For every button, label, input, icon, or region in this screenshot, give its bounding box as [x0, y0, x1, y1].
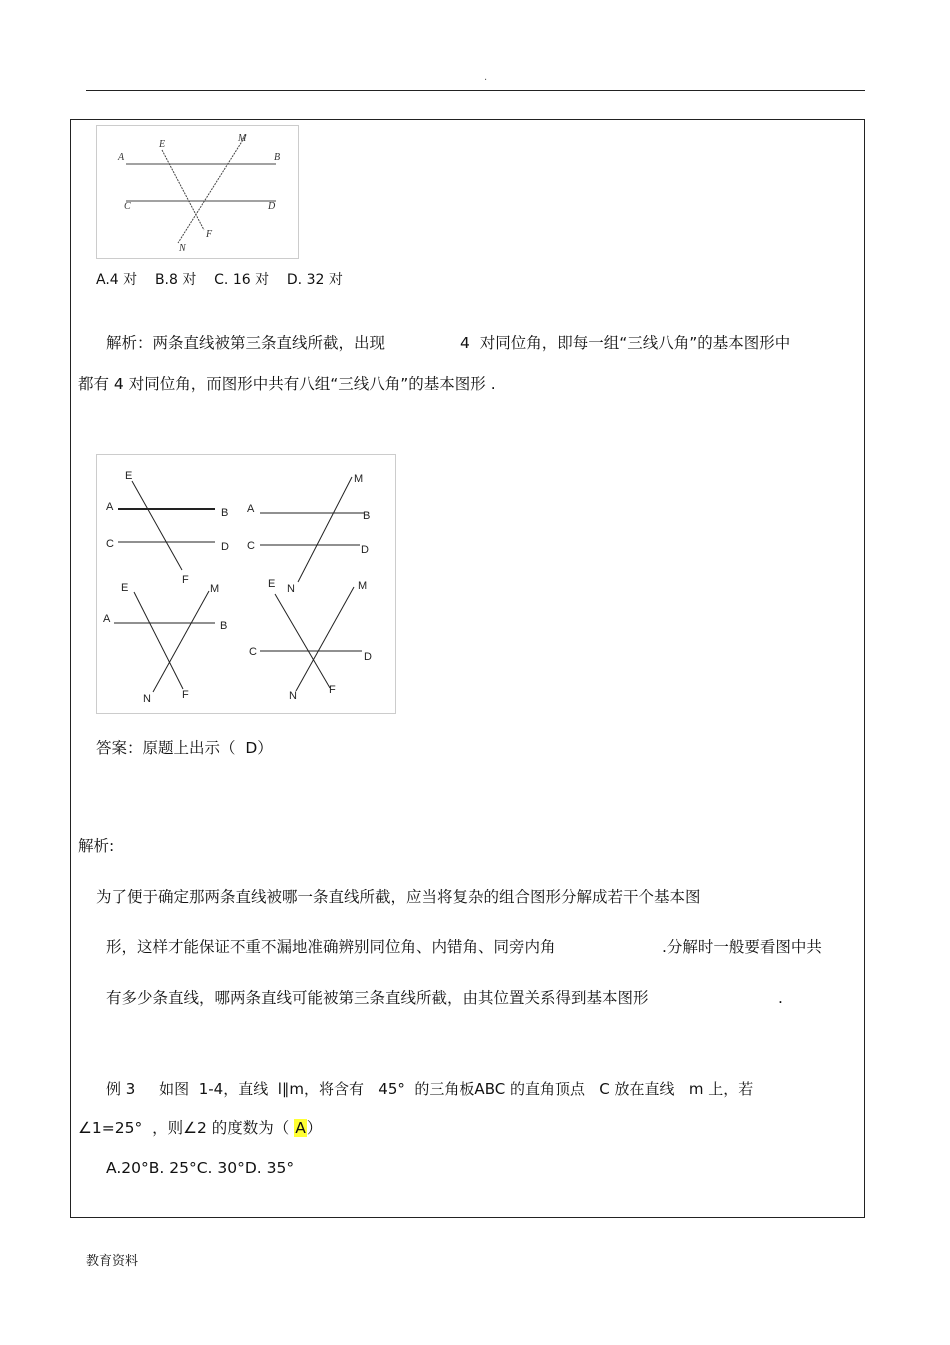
fig2-tl-label-a: A: [106, 501, 114, 513]
example3-line2-post: ）: [306, 1119, 323, 1137]
fig1-label-n: N: [179, 243, 186, 254]
fig2-bl-label-a: A: [103, 613, 111, 625]
fig2-br-label-d: D: [364, 651, 372, 663]
fig2-tl-label-d: D: [221, 541, 229, 553]
fig2-bl-label-f: F: [182, 689, 189, 701]
answer-line: 答案：原题上出示（ D）: [96, 739, 273, 757]
analysis2-line2-b: .分解时一般要看图中共: [662, 938, 822, 956]
analysis2-line3-a: 有多少条直线，哪两条直线可能被第三条直线所截，由其位置关系得到基本图形: [106, 989, 649, 1007]
fig1-label-c: C: [124, 201, 131, 212]
header-rule: [86, 90, 865, 91]
fig2-br-label-n: N: [289, 690, 297, 702]
analysis1-line1-a: 解析：两条直线被第三条直线所截，出现: [106, 334, 386, 352]
fig2-tr-label-c: C: [247, 540, 255, 552]
analysis2-line2-a: 形，这样才能保证不重不漏地准确辨别同位角、内错角、同旁内角: [106, 938, 556, 956]
fig2-br-label-f: F: [329, 684, 336, 696]
fig2-br-label-e: E: [268, 578, 276, 590]
fig2-tr-label-a: A: [247, 503, 255, 515]
example3-line2-pre: ∠1=25° ，则∠2 的度数为（: [78, 1119, 295, 1137]
fig2-tl-label-c: C: [106, 538, 114, 550]
analysis2-line1: 为了便于确定那两条直线被哪一条直线所截，应当将复杂的组合图形分解成若干个基本图: [96, 888, 701, 906]
fig2-tl-label-b: B: [221, 507, 229, 519]
fig1-label-m: M: [238, 133, 247, 144]
fig2-br-label-m: M: [358, 580, 368, 592]
analysis1-line2: 都有 4 对同位角，而图形中共有八组“三线八角”的基本图形 .: [78, 375, 496, 393]
fig2-bl-label-n: N: [143, 693, 151, 705]
fig2-bl-label-e: E: [121, 582, 129, 594]
fig1-label-d: D: [268, 201, 276, 212]
example3-line1: 例 3 如图 1-4，直线 l∥m，将含有 45° 的三角板ABC 的直角顶点 C 放在直线 m 上，若: [106, 1080, 754, 1098]
fig2-tl-label-f: F: [182, 574, 189, 586]
figure-1: [96, 125, 299, 259]
figure-2: [96, 454, 396, 714]
example3-answer-highlight: A: [295, 1119, 306, 1137]
fig1-label-e: E: [159, 139, 166, 150]
fig2-bl-label-m: M: [210, 583, 220, 595]
fig2-tr-label-d: D: [361, 544, 369, 556]
analysis2-line3-b: .: [778, 989, 783, 1007]
header-dot: .: [484, 72, 488, 83]
example3-line2: [78, 1118, 322, 1138]
options-row: A.4 对 B.8 对 C. 16 对 D. 32 对: [96, 272, 343, 288]
fig2-bl-label-b: B: [220, 620, 228, 632]
example3-choices: A.20°B. 25°C. 30°D. 35°: [106, 1159, 295, 1177]
footer-text: 教育资料: [86, 1254, 139, 1269]
fig2-tr-label-b: B: [363, 510, 371, 522]
analysis2-title: 解析:: [78, 837, 115, 855]
fig1-label-f: F: [206, 229, 213, 240]
fig1-label-b: B: [274, 152, 281, 163]
analysis1-line1-b: 4 对同位角，即每一组“三线八角”的基本图形中: [460, 334, 791, 352]
fig2-br-label-c: C: [249, 646, 257, 658]
fig2-tr-label-n: N: [287, 583, 295, 595]
fig1-label-a: A: [118, 152, 125, 163]
fig2-tl-label-e: E: [125, 470, 133, 482]
fig2-tr-label-m: M: [354, 473, 364, 485]
